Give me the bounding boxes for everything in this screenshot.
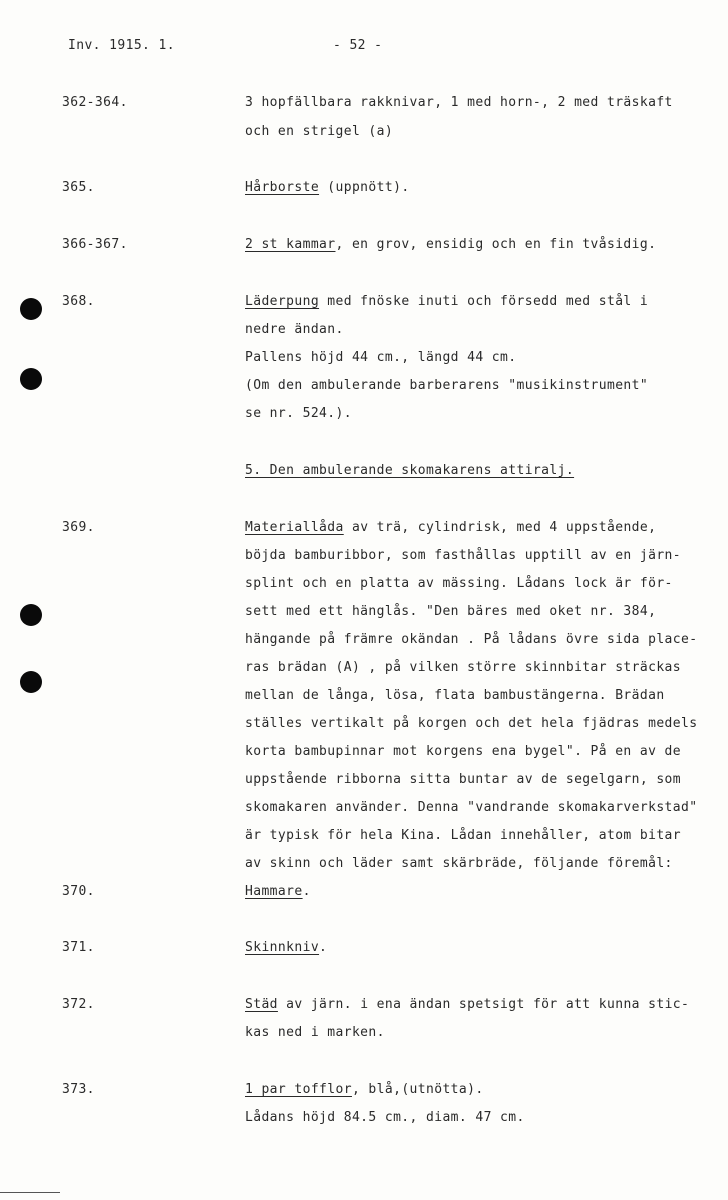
entry-number: 368. <box>62 294 95 309</box>
entry-line: korta bambupinnar mot korgens ena bygel". På en av de <box>245 744 682 759</box>
inventory-reference: Inv. 1915. 1. <box>68 38 175 53</box>
entry-line <box>245 294 648 309</box>
punch-hole <box>20 298 42 320</box>
entry-term: Hammare <box>245 884 303 899</box>
entry-line: (Om den ambulerande barberarens "musikinstrument" <box>245 378 649 393</box>
entry-line: Pallens höjd 44 cm., längd 44 cm. <box>245 350 517 365</box>
margin-line <box>0 1192 60 1193</box>
entry-line <box>245 884 311 899</box>
entry-line: ställes vertikalt på korgen och det hela fjädras medels <box>245 716 698 731</box>
entry-rest: (uppnött). <box>319 180 410 195</box>
entry-number: 366-367. <box>62 237 128 252</box>
entry-rest: . <box>319 940 328 955</box>
entry-line: är typisk för hela Kina. Lådan innehåller, atom bitar <box>245 828 682 843</box>
entry-term: Hårborste <box>245 180 320 195</box>
entry-line <box>245 940 327 955</box>
entry-number: 372. <box>62 997 95 1012</box>
entry-line <box>245 1082 484 1097</box>
entry-number: 370. <box>62 884 95 899</box>
entry-term: 1 par tofflor <box>245 1082 352 1097</box>
entry-rest: , blå,(utnötta). <box>351 1082 484 1097</box>
entry-line: se nr. 524.). <box>245 406 352 421</box>
entry-line: av skinn och läder samt skärbräde, följande föremål: <box>245 856 673 871</box>
entry-line <box>245 237 656 252</box>
entry-rest: , en grov, ensidig och en fin tvåsidig. <box>335 237 657 252</box>
entry-number: 369. <box>62 520 95 535</box>
entry-number: 362-364. <box>62 95 128 110</box>
entry-term: Skinnkniv <box>245 940 320 955</box>
entry-number: 371. <box>62 940 95 955</box>
entry-term: 2 st kammar <box>245 237 336 252</box>
entry-rest: . <box>302 884 311 899</box>
entry-term: Läderpung <box>245 294 320 309</box>
entry-rest: med fnöske inuti och försedd med stål i <box>319 294 649 309</box>
entry-line <box>245 180 410 195</box>
entry-line: Lådans höjd 84.5 cm., diam. 47 cm. <box>245 1110 525 1125</box>
entry-line: nedre ändan. <box>245 322 344 337</box>
entry-term: Materiallåda <box>245 520 344 535</box>
entry-line: mellan de långa, lösa, flata bambustängerna. Brädan <box>245 688 665 703</box>
entry-line: skomakaren använder. Denna "vandrande skomakarverkstad" <box>245 800 698 815</box>
section-heading: 5. Den ambulerande skomakarens attiralj. <box>245 463 575 478</box>
entry-line: hängande på främre okändan . På lådans övre sida place- <box>245 632 698 647</box>
entry-line: böjda bamburibbor, som fasthållas upptill av en järn- <box>245 548 682 563</box>
entry-number: 373. <box>62 1082 95 1097</box>
entry-term: Städ <box>245 997 278 1012</box>
punch-hole <box>20 671 42 693</box>
entry-line: uppstående ribborna sitta buntar av de segelgarn, som <box>245 772 682 787</box>
entry-line <box>245 997 689 1012</box>
entry-rest: av järn. i ena ändan spetsigt för att kunna stic- <box>277 997 690 1012</box>
punch-hole <box>20 368 42 390</box>
entry-number: 365. <box>62 180 95 195</box>
page-number: - 52 - <box>333 38 383 53</box>
entry-line: kas ned i marken. <box>245 1025 385 1040</box>
punch-hole <box>20 604 42 626</box>
entry-rest: av trä, cylindrisk, med 4 uppstående, <box>343 520 657 535</box>
entry-line: ras brädan (A) , på vilken större skinnbitar sträckas <box>245 660 682 675</box>
entry-line: 3 hopfällbara rakknivar, 1 med horn-, 2 med träskaft <box>245 95 673 110</box>
entry-line: splint och en platta av mässing. Lådans lock är för- <box>245 576 673 591</box>
entry-line <box>245 520 656 535</box>
entry-line: sett med ett hänglås. "Den bäres med oket nr. 384, <box>245 604 657 619</box>
entry-line: och en strigel (a) <box>245 124 394 139</box>
